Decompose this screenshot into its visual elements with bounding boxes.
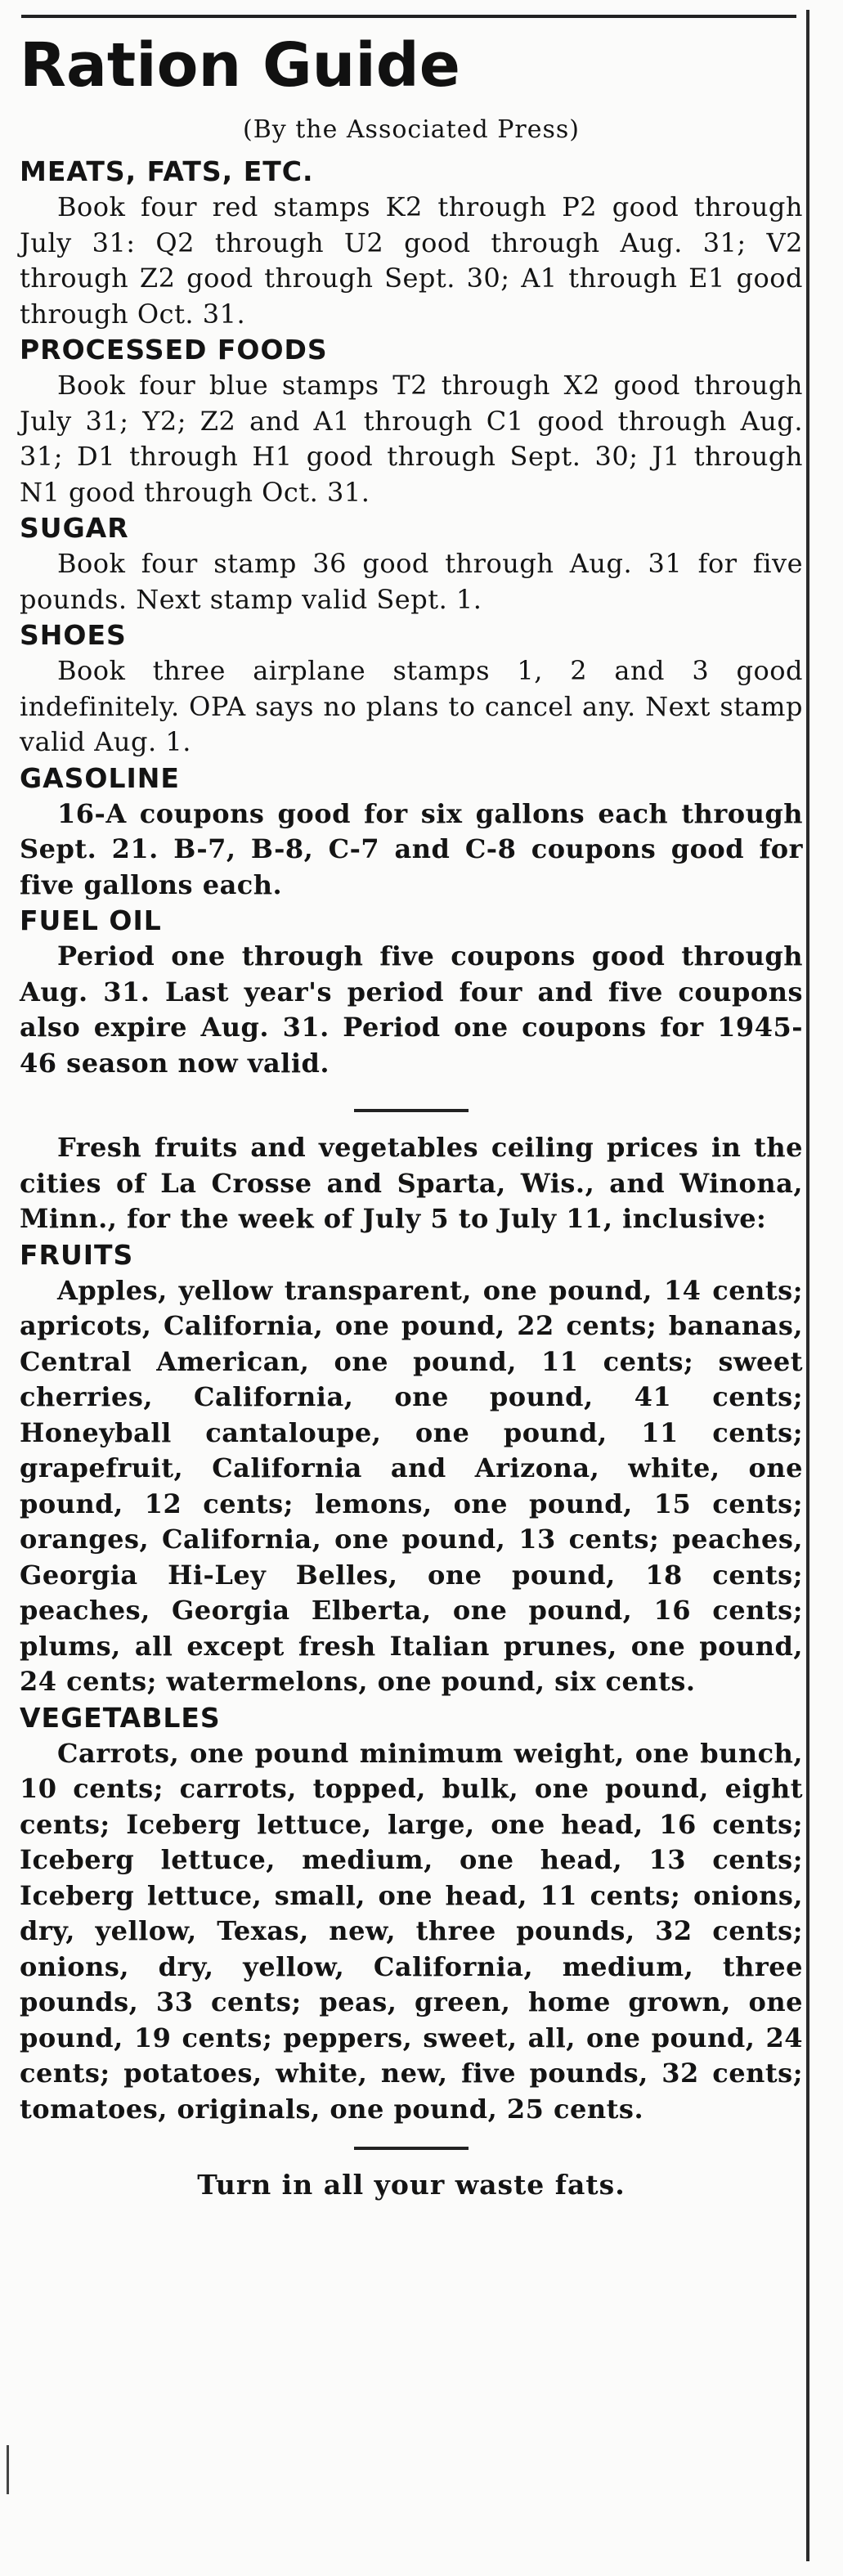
section-text-sugar: Book four stamp 36 good through Aug. 31 for five pounds. Next stamp valid Sept. 1. xyxy=(20,548,803,615)
section-divider xyxy=(354,1109,469,1112)
section-text-processed-foods: Book four blue stamps T2 through X2 good through July 31; Y2; Z2 and A1 through C1 good through Aug. 31; D1 through H1 good through Sept. 30; J1 through N1 good through Oct. 31. xyxy=(20,370,803,508)
produce-intro: Fresh fruits and vegetables ceiling prices in the cities of La Crosse and Sparta, Wis., and Winona, Minn., for the week of July 5 to July 11, inclusive: xyxy=(20,1132,803,1234)
section-heading-shoes: SHOES xyxy=(20,619,127,651)
section-text-fruits: Apples, yellow transparent, one pound, 14 cents; apricots, California, one pound, 22 cents; bananas, Central American, one pound, 11 cents; sweet cherries, California, one pound, 41 cents; Honeyball cantaloupe, one pound, 11 cents; grapefruit, California and Arizona, white, one pound, 12 cents; lemons, one pound, 15 cents; oranges, California, one pound, 13 cents; peaches, Georgia Hi-Ley Belles, one pound, 18 cents; peaches, Georgia Elberta, one pound, 16 cents; plums, all except fresh Italian prunes, one pound, 24 cents; watermelons, one pound, six cents. xyxy=(20,1274,803,1697)
section-heading-fruits: FRUITS xyxy=(20,1238,134,1271)
section-text-vegetables: Carrots, one pound minimum weight, one bunch, 10 cents; carrots, topped, bulk, one pound, eight cents; Iceberg lettuce, large, one head, 16 cents; Iceberg lettuce, medium, one head, 13 cents; Iceberg lettuce, small, one head, 11 cents; onions, dry, yellow, Texas, new, three pounds, 32 cents; onions, dry, yellow, California, medium, three pounds, 33 cents; peas, green, home grown, one pound, 19 cents; peppers, sweet, all, one pound, 24 cents; potatoes, white, new, five pounds, 32 cents; tomatoes, originals, one pound, 25 cents. xyxy=(20,1737,803,2125)
section-text-fuel-oil: Period one through five coupons good through Aug. 31. Last year's period four and five coupons also expire Aug. 31. Period one coupons for 1945-46 season now valid. xyxy=(20,940,803,1079)
column-rule-right xyxy=(806,10,809,2561)
closing-line: Turn in all your waste fats. xyxy=(197,2169,626,2201)
column-rule-left xyxy=(7,2445,9,2494)
section-heading-gasoline: GASOLINE xyxy=(20,761,180,794)
section-text-shoes: Book three airplane stamps 1, 2 and 3 good indefinitely. OPA says no plans to cancel any. Next stamp valid Aug. 1. xyxy=(20,655,803,757)
section-heading-fuel-oil: FUEL OIL xyxy=(20,904,162,936)
section-heading-vegetables: VEGETABLES xyxy=(20,1701,221,1734)
section-text-meats: Book four red stamps K2 through P2 good through July 31: Q2 through U2 good through Aug. 31; V2 through Z2 good through Sept. 30; A1 through E1 good through Oct. 31. xyxy=(20,191,803,330)
section-heading-processed-foods: PROCESSED FOODS xyxy=(20,334,328,366)
section-text-gasoline: 16-A coupons good for six gallons each through Sept. 21. B-7, B-8, C-7 and C-8 coupons good for five gallons each. xyxy=(20,797,803,900)
article-title: Ration Guide xyxy=(20,30,460,101)
section-heading-meats: MEATS, FATS, ETC. xyxy=(20,155,314,187)
article-column xyxy=(20,29,803,2204)
section-heading-sugar: SUGAR xyxy=(20,512,129,544)
top-rule xyxy=(21,15,796,18)
closing-divider xyxy=(354,2147,469,2150)
byline: (By the Associated Press) xyxy=(242,115,581,144)
